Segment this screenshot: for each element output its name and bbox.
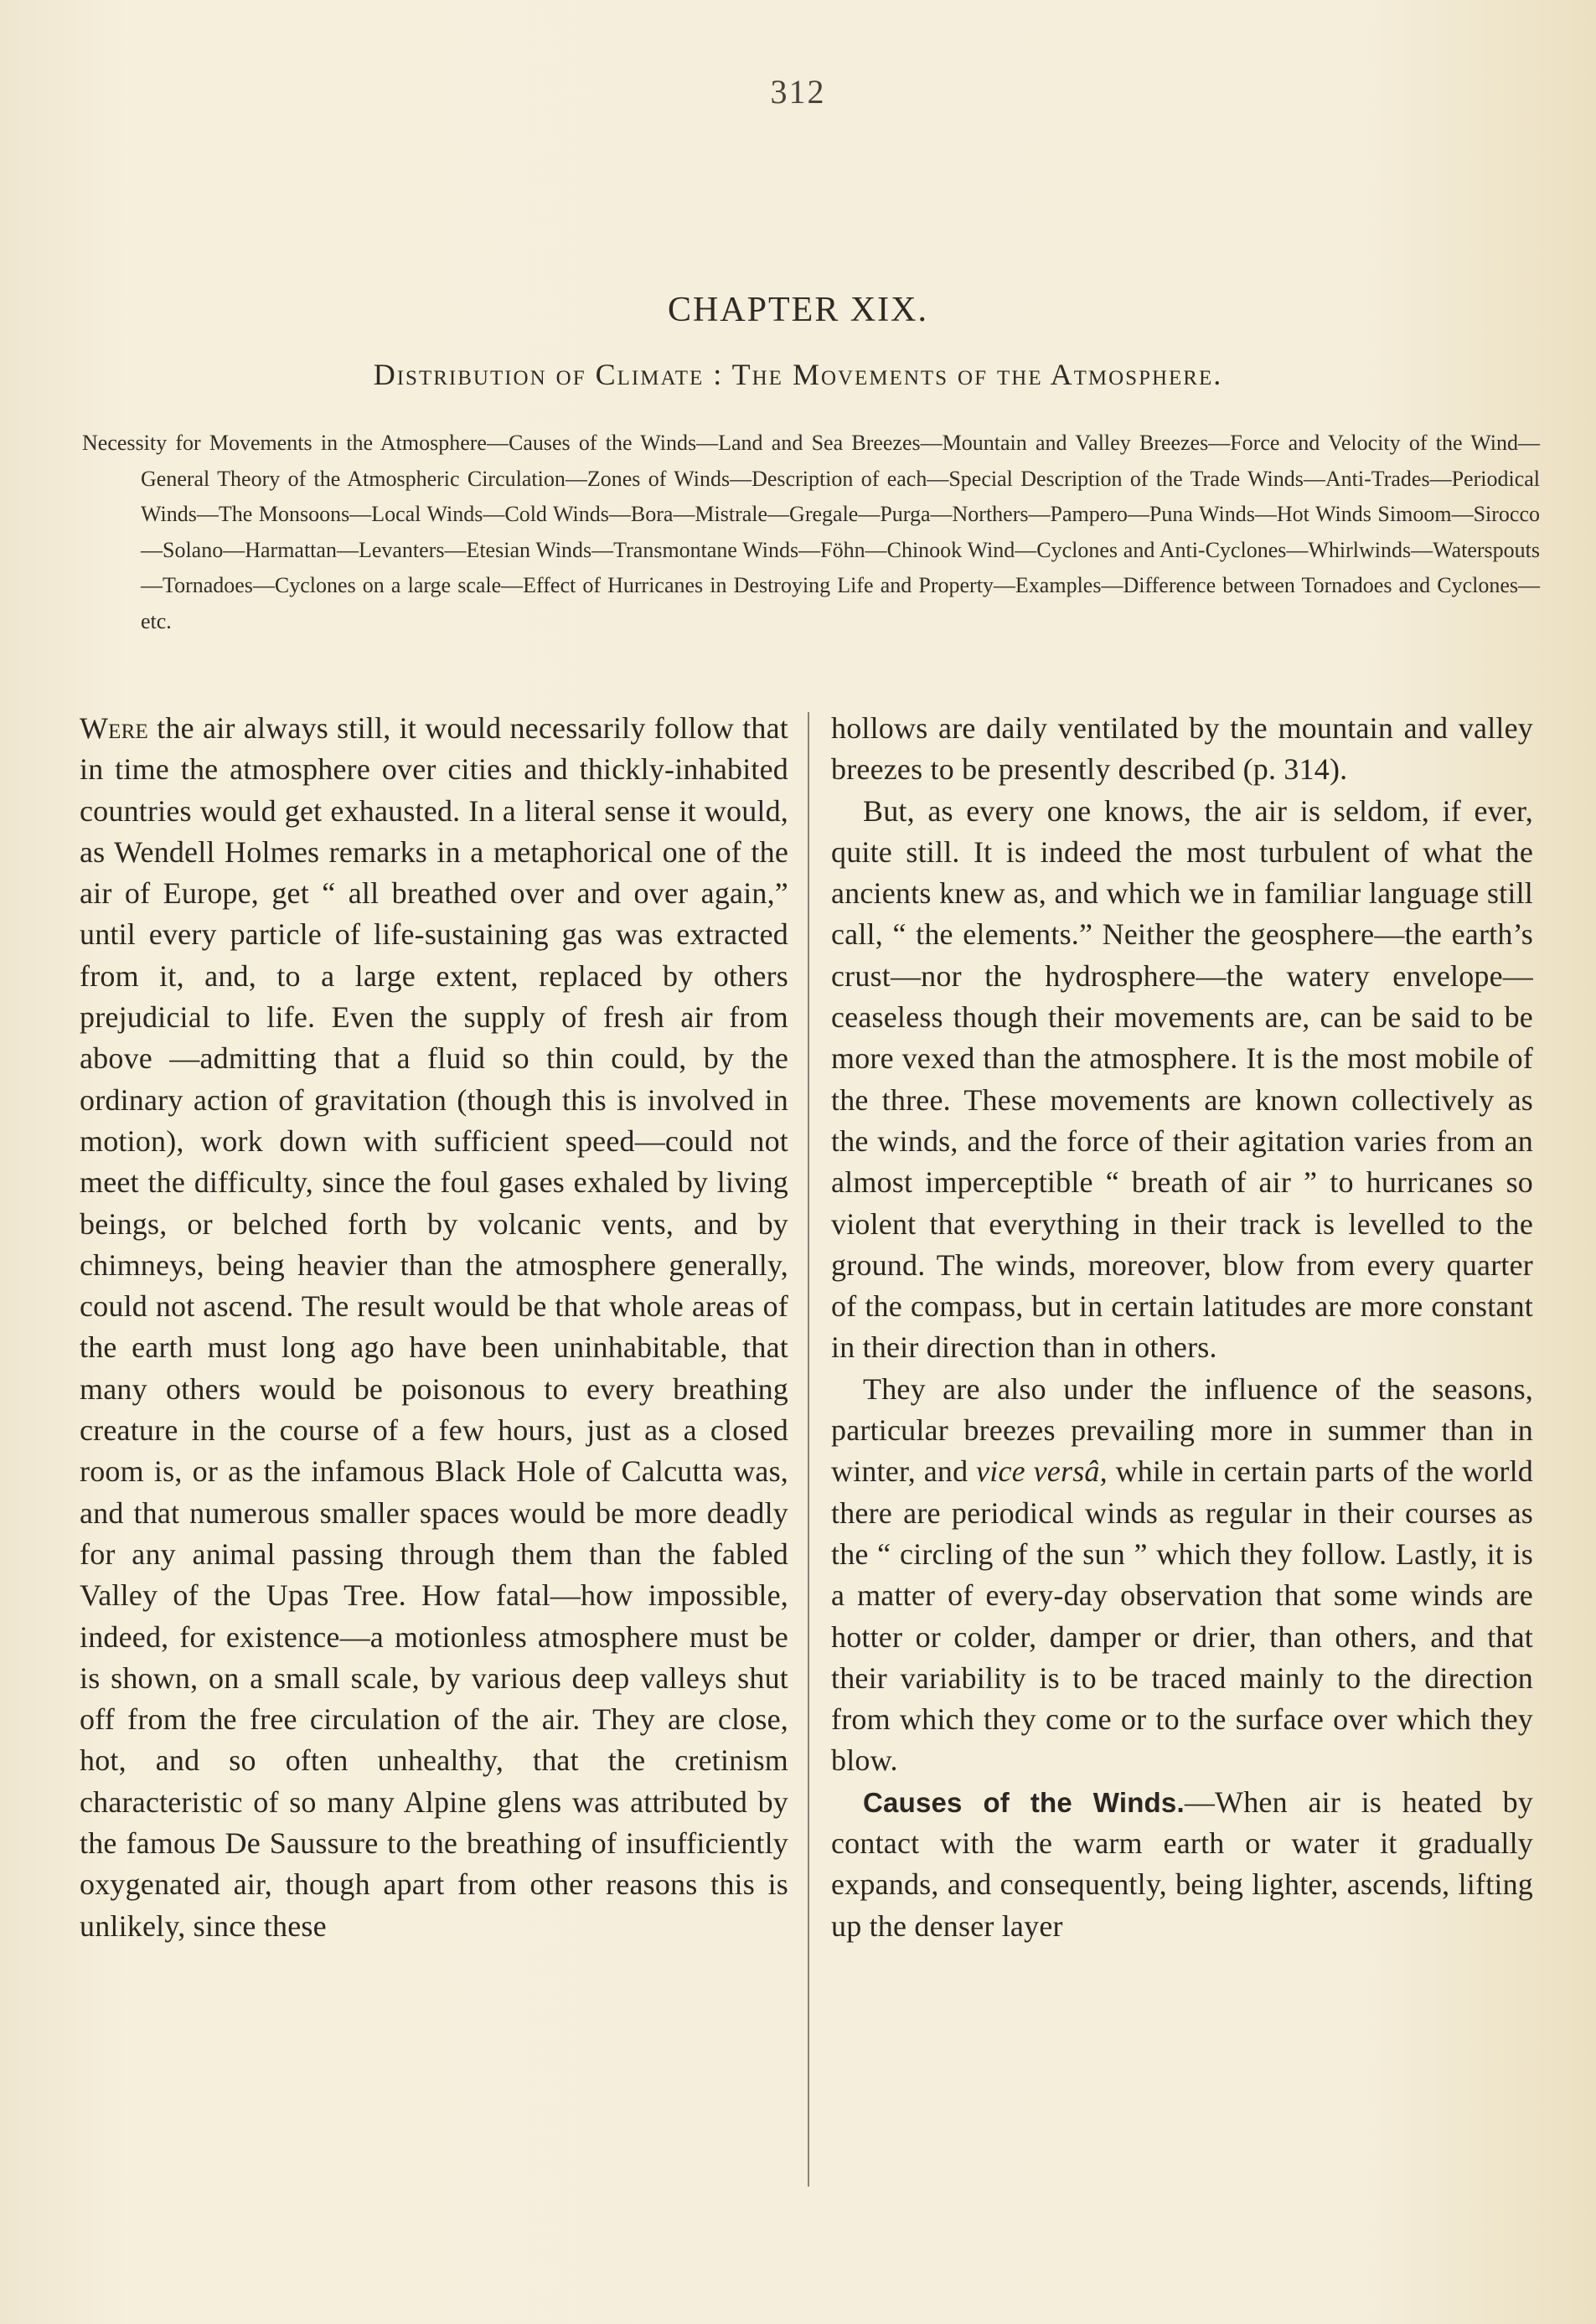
right-column (831, 708, 1533, 1947)
section-heading-causes-of-winds: Causes of the Winds. (863, 1786, 1185, 1818)
page-number: 312 (770, 73, 826, 111)
left-column (80, 708, 788, 1947)
chapter-title: Distribution of Climate : The Movements of the Atmosphere. (373, 358, 1223, 391)
right-paragraph-3-start: They are also under the influence of the seasons, particular breezes prevailing more in summer than in winter, and (831, 1371, 1533, 1489)
synopsis-text: Necessity for Movements in the Atmosphere—Causes of the Winds—Land and Sea Breezes—Mountain and Valley Breezes—Force and Velocity of the Wind—General Theory of the Atmospheric Circulation—Zones of Winds—Description of each—Special Description of the Trade Winds—Anti-Trades—Periodical Winds—The Monsoons—Local Winds—Cold Winds—Bora—Mistrale—Gregale—Purga—Northers—Pampero—Puna Winds—Hot Winds Simoom—Sirocco—Solano—Harmattan—Levanters—Etesian Winds—Transmontane Winds—Föhn—Chinook Wind—Cyclones and Anti-Cyclones—Whirlwinds—Waterspouts—Tornadoes—Cyclones on a large scale—Effect of Hurricanes in Destroying Life and Property—Examples—Difference between Tornadoes and Cyclones—etc. (82, 431, 1540, 633)
right-paragraph-1: hollows are daily ventilated by the mountain and valley breezes to be presently described (p. 314). (831, 711, 1533, 787)
left-paragraph-1 (80, 708, 788, 1947)
right-paragraph-4-text: —When air is heated by contact with the warm earth or water it gradually expands, and consequently, being lighter, ascends, lifting up the denser layer (831, 1784, 1534, 1943)
right-paragraph-3 (831, 1369, 1533, 1782)
italic-phrase: vice versâ, (976, 1454, 1108, 1489)
right-paragraph-3-end: while in certain parts of the world there are periodical winds as regular in their courses as the “ circling of the sun ” which they follow. Lastly, it is a matter of every-day observation that some winds are hotter or colder, damper or drier, than others, and that their variability is to be traced mainly to the direction from which they come or to the surface over which they blow. (831, 1454, 1534, 1778)
dropcap-word: Were (80, 711, 148, 745)
chapter-heading: CHAPTER XIX. (667, 291, 928, 329)
left-paragraph-1-text: the air always still, it would necessarily follow that in time the atmosphere over cities and thickly-inhabited countries would get exhausted. In a literal sense it would, as Wendell Holmes remarks in a metaphorical one of the air of Europe, get “ all breathed over and over again,” until every particle of life-sustaining gas was extracted from it, and, to a large extent, replaced by others prejudicial to life. Even the supply of fresh air from above —admitting that a fluid so thin could, by the ordinary action of gravitation (though this is involved in motion), work down with sufficient speed—could not meet the difficulty, since the foul gases exhaled by living beings, or belched forth by volcanic vents, and by chimneys, being heavier than the atmosphere generally, could not ascend. The result would be that whole areas of the earth must long ago have been uninhabitable, that many others would be poisonous to every breathing creature in the course of a few hours, just as a closed room is, or as the infamous Black Hole of Calcutta was, and that numerous smaller spaces would be more deadly for any animal passing through them than the fabled Valley of the Upas Tree. How fatal—how impossible, indeed, for existence—a motionless atmosphere must be is shown, on a small scale, by various deep valleys shut off from the free circulation of the air. They are close, hot, and so often unhealthy, that the cretinism characteristic of so many Alpine glens was attributed by the famous De Saussure to the breathing of insufficiently oxygenated air, though apart from other reasons this is unlikely, since these (80, 711, 788, 1943)
chapter-synopsis (82, 426, 1540, 639)
right-paragraph-2: But, as every one knows, the air is seldom, if ever, quite still. It is indeed the most turbulent of what the ancients knew as, and which we in familiar language still call, “ the elements.” Neither the geosphere—the earth’s crust—nor the hydrosphere—the watery envelope—ceaseless though their movements are, can be said to be more vexed than the atmosphere. It is the most mobile of the three. These movements are known collectively as the winds, and the force of their agitation varies from an almost imperceptible “ breath of air ” to hurricanes so violent that everything in their track is levelled to the ground. The winds, moreover, blow from every quarter of the compass, but in certain latitudes are more constant in their direction than in others. (831, 793, 1533, 1365)
column-divider (808, 712, 809, 2187)
right-paragraph-4 (831, 1782, 1533, 1947)
